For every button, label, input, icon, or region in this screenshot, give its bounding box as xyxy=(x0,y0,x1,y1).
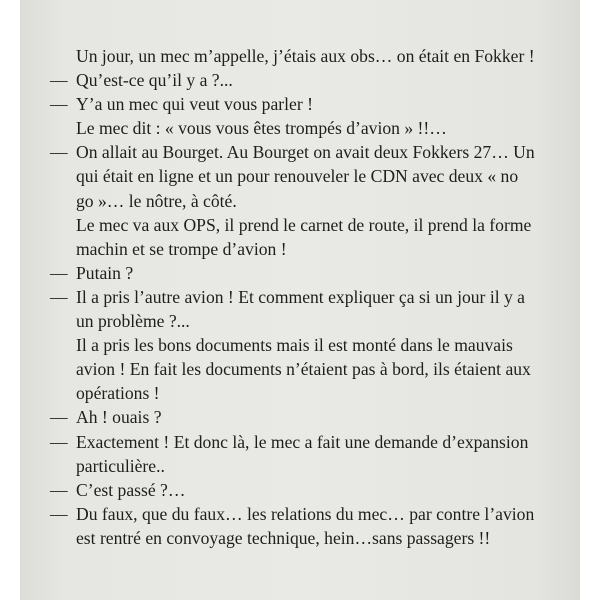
dialogue-dash: — xyxy=(50,407,68,428)
continuation-line xyxy=(50,526,560,550)
line-text: qui était en ligne et un pour renouveler le CDN avec deux « no xyxy=(76,166,519,187)
line-text: particulière.. xyxy=(76,455,165,476)
line-text: machin et se trompe d’avion ! xyxy=(76,238,287,259)
line-text: Il a pris l’autre avion ! Et comment expliquer ça si un jour il y a xyxy=(76,286,525,307)
continuation-line xyxy=(50,213,560,237)
dialogue-dash: — xyxy=(50,70,68,91)
line-text: est rentré en convoyage technique, hein…sans passagers !! xyxy=(76,527,491,548)
line-text: C’est passé ?… xyxy=(76,479,186,500)
dialogue-line xyxy=(50,261,560,285)
continuation-line xyxy=(50,333,560,357)
dialogue-line xyxy=(50,405,560,429)
continuation-line xyxy=(50,164,560,188)
continuation-line xyxy=(50,381,560,405)
continuation-line xyxy=(50,454,560,478)
dialogue-dash: — xyxy=(50,286,68,307)
continuation-line xyxy=(50,237,560,261)
line-text: Le mec va aux OPS, il prend le carnet de route, il prend la forme xyxy=(76,214,532,235)
line-text: un problème ?... xyxy=(76,311,190,332)
continuation-line xyxy=(50,116,560,140)
line-text: Ah ! ouais ? xyxy=(76,407,162,428)
dialogue-line xyxy=(50,68,560,92)
line-text: go »… le nôtre, à côté. xyxy=(76,190,237,211)
dialogue-dash: — xyxy=(50,503,68,524)
dialogue-line xyxy=(50,478,560,502)
line-text: Y’a un mec qui veut vous parler ! xyxy=(76,94,313,115)
dialogue-line xyxy=(50,285,560,309)
dialogue-dash: — xyxy=(50,431,68,452)
dialogue-dash: — xyxy=(50,94,68,115)
continuation-line xyxy=(50,309,560,333)
line-text: Qu’est-ce qu’il y a ?... xyxy=(76,70,233,91)
line-text: Exactement ! Et donc là, le mec a fait une demande d’expansion xyxy=(76,431,529,452)
dialogue-dash: — xyxy=(50,262,68,283)
dialogue-line xyxy=(50,502,560,526)
dialogue-line xyxy=(50,92,560,116)
dialogue-line xyxy=(50,430,560,454)
line-text: Un jour, un mec m’appelle, j’étais aux obs… on était en Fokker ! xyxy=(76,46,535,66)
line-text: avion ! En fait les documents n’étaient pas à bord, ils étaient aux xyxy=(76,359,531,380)
line-text: Le mec dit : « vous vous êtes trompés d’avion » !!… xyxy=(76,118,447,139)
line-text: Du faux, que du faux… les relations du mec… par contre l’avion xyxy=(76,503,535,524)
page-text xyxy=(50,44,560,550)
continuation-line xyxy=(50,357,560,381)
dialogue-dash: — xyxy=(50,142,68,163)
dialogue-line xyxy=(50,140,560,164)
dialogue-dash: — xyxy=(50,479,68,500)
line-text: opérations ! xyxy=(76,383,160,404)
book-page xyxy=(20,0,580,600)
line-text: Putain ? xyxy=(76,262,134,283)
line-text: On allait au Bourget. Au Bourget on avait deux Fokkers 27… Un xyxy=(76,142,535,163)
line-text: Il a pris les bons documents mais il est monté dans le mauvais xyxy=(76,335,513,356)
paragraph-line xyxy=(50,44,560,68)
continuation-line xyxy=(50,189,560,213)
